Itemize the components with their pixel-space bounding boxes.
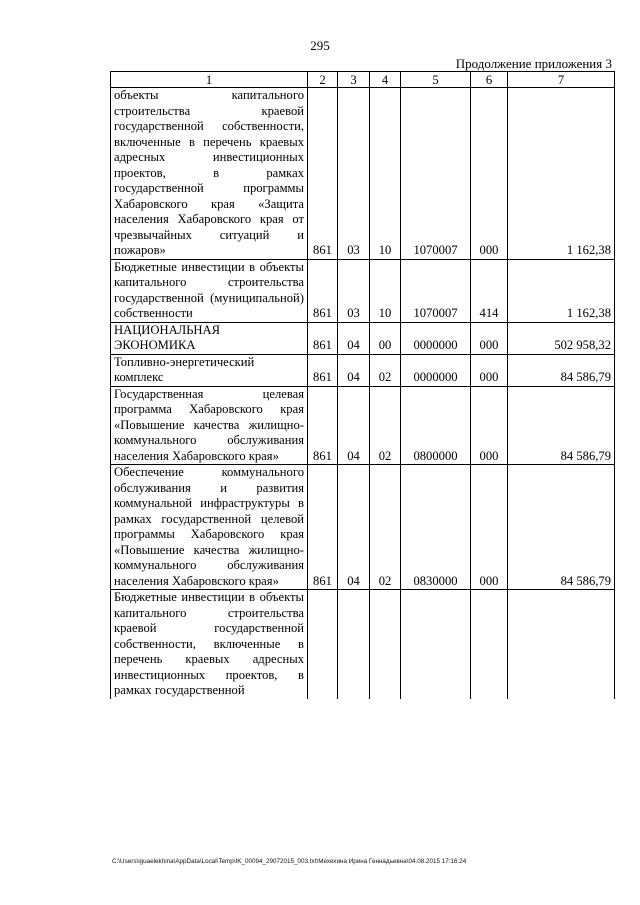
row-target-code: 0000000: [401, 354, 471, 386]
row-section-code: 04: [338, 322, 370, 354]
row-admin-code: 861: [308, 88, 338, 260]
row-admin-code: 861: [308, 386, 338, 465]
header-col-1: 1: [111, 72, 308, 88]
row-amount: 502 958,32: [508, 322, 615, 354]
row-expense-type-code: [471, 590, 508, 699]
row-target-code: 0830000: [401, 465, 471, 590]
header-col-2: 2: [308, 72, 338, 88]
row-admin-code: 861: [308, 354, 338, 386]
row-amount: 1 162,38: [508, 259, 615, 322]
row-expense-type-code: 000: [471, 88, 508, 260]
table-row: [111, 354, 615, 386]
row-expense-type-code: 414: [471, 259, 508, 322]
row-expense-type-code: 000: [471, 386, 508, 465]
budget-table: [110, 71, 615, 699]
row-subsection-code: 10: [370, 259, 401, 322]
row-admin-code: 861: [308, 322, 338, 354]
header-col-7: 7: [508, 72, 615, 88]
header-col-6: 6: [471, 72, 508, 88]
row-name: Топливно-энергетический комплекс: [111, 354, 308, 386]
row-section-code: 04: [338, 386, 370, 465]
row-section-code: [338, 590, 370, 699]
row-name: Бюджетные инвестиции в объекты капитального строительства краевой государственной собственности, включенные в перечень краевых адресных инвестиционных проектов, в рамках государственной: [111, 590, 308, 699]
row-subsection-code: 10: [370, 88, 401, 260]
row-section-code: 03: [338, 259, 370, 322]
table-row: [111, 386, 615, 465]
row-amount: 84 586,79: [508, 354, 615, 386]
table-row: [111, 465, 615, 590]
row-target-code: 0000000: [401, 322, 471, 354]
row-amount: 84 586,79: [508, 465, 615, 590]
row-target-code: 1070007: [401, 259, 471, 322]
table-row: [111, 88, 615, 260]
row-expense-type-code: 000: [471, 465, 508, 590]
row-section-code: 03: [338, 88, 370, 260]
header-col-3: 3: [338, 72, 370, 88]
row-subsection-code: 02: [370, 465, 401, 590]
table-row: [111, 259, 615, 322]
header-col-5: 5: [401, 72, 471, 88]
table-row: [111, 590, 615, 699]
row-expense-type-code: 000: [471, 322, 508, 354]
row-name: Бюджетные инвестиции в объекты капитального строительства государственной (муниципальной) собственности: [111, 259, 308, 322]
row-amount: 84 586,79: [508, 386, 615, 465]
row-section-code: 04: [338, 465, 370, 590]
row-admin-code: 861: [308, 465, 338, 590]
table-body: [111, 88, 615, 699]
row-admin-code: 861: [308, 259, 338, 322]
row-subsection-code: [370, 590, 401, 699]
continuation-caption: Продолжение приложения 3: [455, 56, 612, 71]
row-amount: 1 162,38: [508, 88, 615, 260]
row-target-code: [401, 590, 471, 699]
row-subsection-code: 02: [370, 386, 401, 465]
row-target-code: 0800000: [401, 386, 471, 465]
row-name: Государственная целевая программа Хабаровского края «Повышение качества жилищно-коммунального обслуживания населения Хабаровского края»: [111, 386, 308, 465]
page-number: 295: [310, 38, 330, 53]
row-amount: [508, 590, 615, 699]
row-target-code: 1070007: [401, 88, 471, 260]
row-name: НАЦИОНАЛЬНАЯ ЭКОНОМИКА: [111, 322, 308, 354]
row-subsection-code: 00: [370, 322, 401, 354]
table-row: [111, 322, 615, 354]
row-name: Обеспечение коммунального обслуживания и развития коммунальной инфраструктуры в рамках государственной целевой программы Хабаровского края «Повышение качества жилищно-коммунального обслуживания населения Хабаровского края»: [111, 465, 308, 590]
header-row: [111, 72, 615, 88]
header-col-4: 4: [370, 72, 401, 88]
row-name: объекты капитального строительства краевой государственной собственности, включенные в перечень краевых адресных инвестиционных проектов, в рамках государственной программы Хабаровского края «Защита населения Хабаровского края от чрезвычайных ситуаций и пожаров»: [111, 88, 308, 260]
row-subsection-code: 02: [370, 354, 401, 386]
footer-file-path: C:\Users\iguaelekhina\AppData\Local\Temp\IK_00094_29072015_003.txt\Мехехина Ирина Геннадьевна\04.08.2015 17:16:24: [112, 858, 467, 865]
row-admin-code: [308, 590, 338, 699]
row-expense-type-code: 000: [471, 354, 508, 386]
row-section-code: 04: [338, 354, 370, 386]
table-header: [111, 72, 615, 88]
